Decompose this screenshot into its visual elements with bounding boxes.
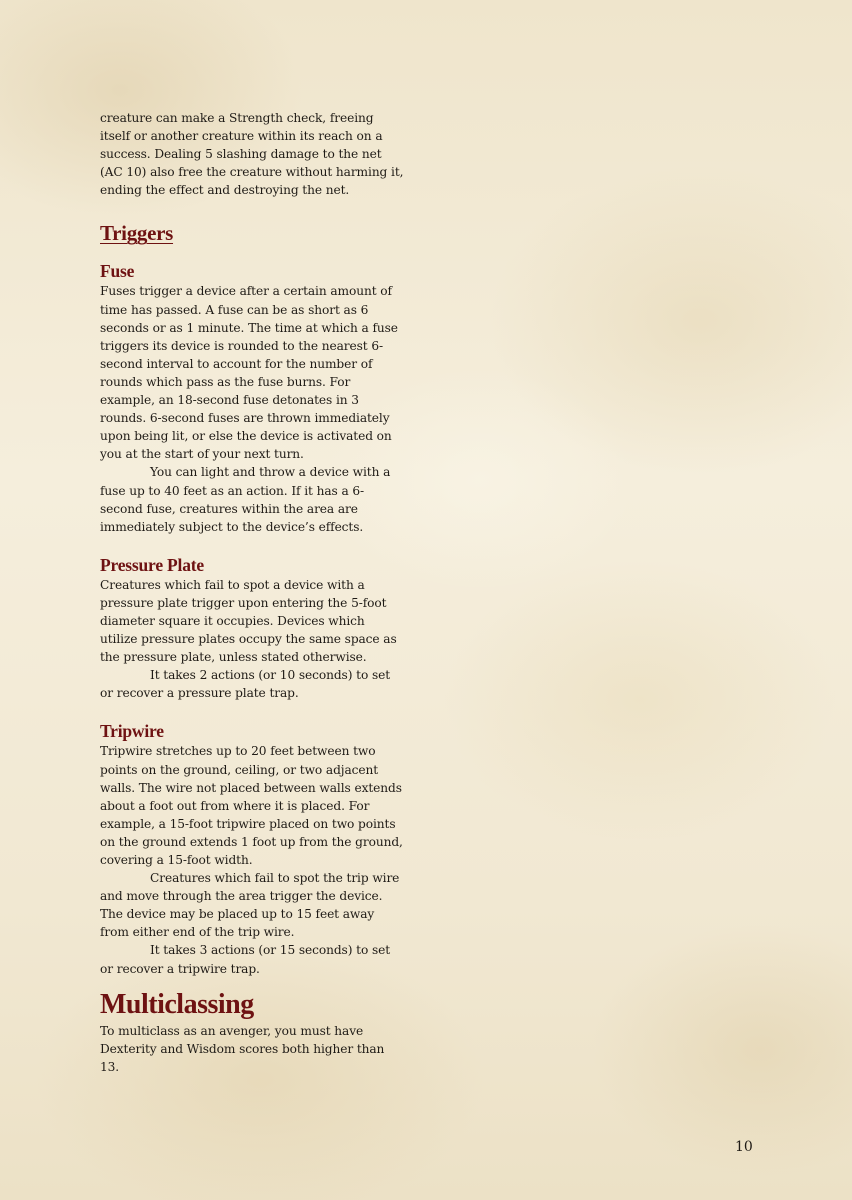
pressure-plate-heading: Pressure Plate [100, 554, 204, 575]
multiclassing-heading: Multiclassing [100, 988, 254, 1020]
pressure-plate-paragraph-1: Creatures which fail to spot a device with a pressure plate trigger upon entering the 5-foot diameter square it occupies. Devices which utilize pressure plates occupy the same space as the pressure plate, unless stated otherwise. [100, 577, 397, 665]
text-column [100, 109, 405, 1076]
multiclassing-paragraph: To multiclass as an avenger, you must have Dexterity and Wisdom scores both higher than 13. [100, 1023, 385, 1074]
page-number: 10 [735, 1139, 753, 1155]
tripwire-heading: Tripwire [100, 721, 164, 742]
tripwire-paragraph-1: Tripwire stretches up to 20 feet between two points on the ground, ceiling, or two adjacent walls. The wire not placed between walls extends about a foot out from where it is placed. For example, a 15-foot tripwire placed on two points on the ground extends 1 foot up from the ground, covering a 15-foot width. [100, 744, 403, 867]
intro-paragraph: creature can make a Strength check, freeing itself or another creature within its reach on a success. Dealing 5 slashing damage to the net (AC 10) also free the creature without harming it, ending the effect and destroying the net. [100, 111, 404, 198]
fuse-paragraph-1: Fuses trigger a device after a certain amount of time has passed. A fuse can be as short as 6 seconds or as 1 minute. The time at which a fuse triggers its device is rounded to the nearest 6-second interval to account for the number of rounds which pass as the fuse burns. For example, an 18-second fuse detonates in 3 rounds. 6-second fuses are thrown immediately upon being lit, or else the device is activated on you at the start of your next turn. [100, 284, 398, 462]
fuse-heading: Fuse [100, 261, 135, 282]
pressure-plate-paragraph-2: It takes 2 actions (or 10 seconds) to set or recover a pressure plate trap. [100, 668, 391, 701]
triggers-heading: Triggers [100, 221, 174, 246]
tripwire-paragraph-3: It takes 3 actions (or 15 seconds) to set or recover a tripwire trap. [100, 943, 391, 976]
fuse-paragraph-2: You can light and throw a device with a fuse up to 40 feet as an action. If it has a 6-second fuse, creatures within the area are immediately subject to the device’s effects. [100, 465, 391, 534]
tripwire-paragraph-2: Creatures which fail to spot the trip wire and move through the area trigger the device. The device may be placed up to 15 feet away from either end of the trip wire. [100, 871, 400, 940]
